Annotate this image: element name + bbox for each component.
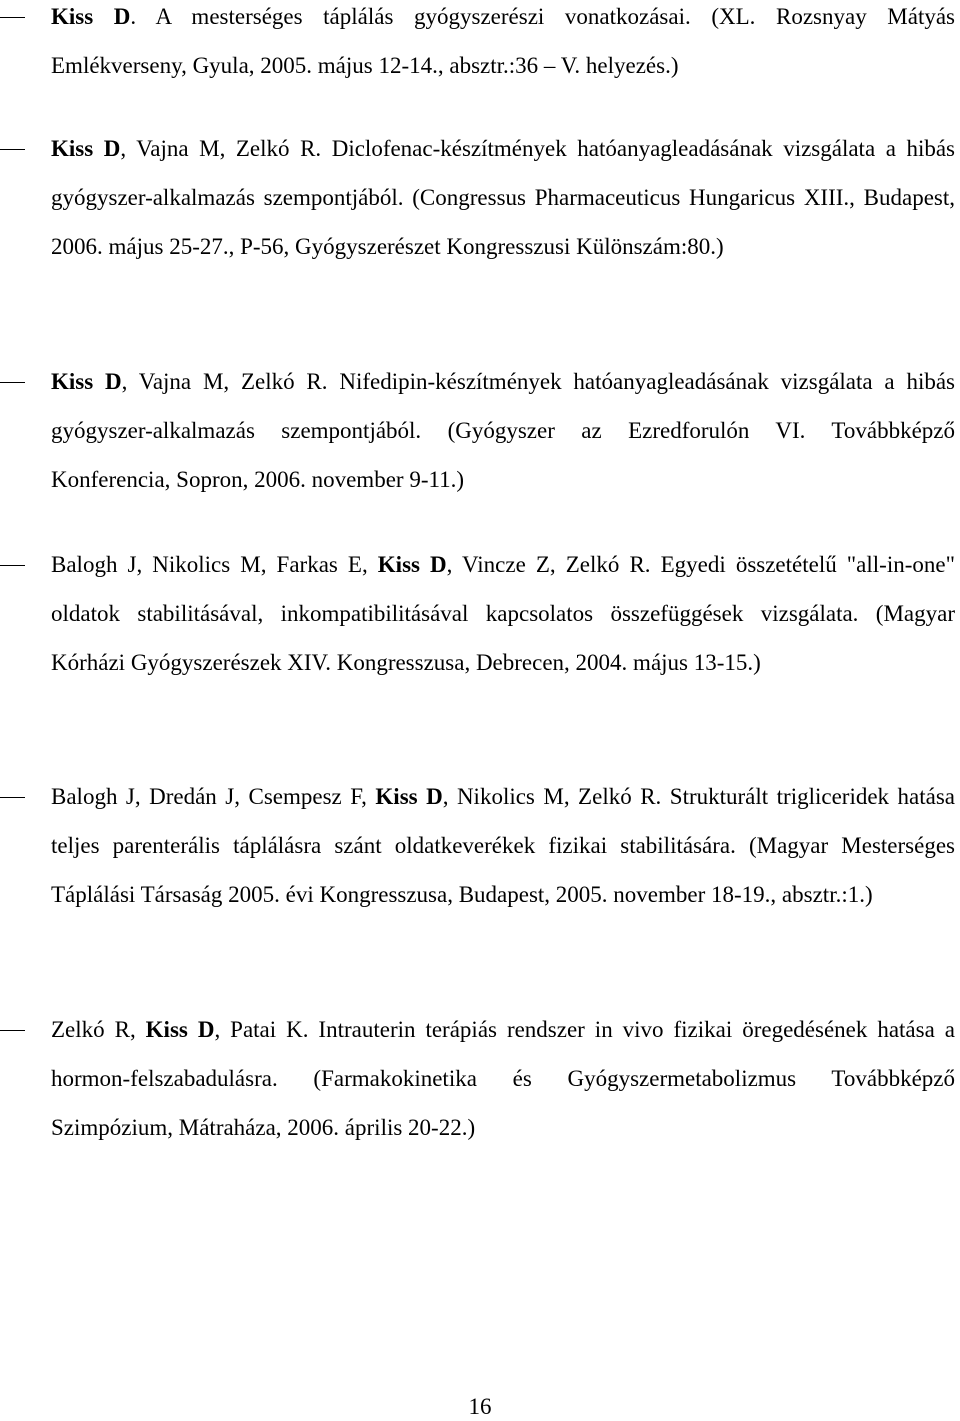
reference-text bbox=[51, 357, 955, 504]
reference-coauthors: , Nikolics M, Zelkó R. bbox=[442, 784, 662, 809]
reference-author: Kiss D bbox=[51, 369, 122, 394]
reference-author: Kiss D bbox=[377, 552, 447, 577]
reference-coauthors: Zelkó R, bbox=[51, 1017, 146, 1042]
list-dash bbox=[0, 17, 25, 18]
reference-coauthors: , Vajna M, Zelkó R. bbox=[120, 136, 322, 161]
reference-coauthors: Balogh J, Dredán J, Csempesz F, bbox=[51, 784, 376, 809]
list-dash bbox=[0, 382, 25, 383]
reference-text bbox=[51, 0, 955, 90]
reference-text bbox=[51, 772, 955, 919]
list-dash bbox=[0, 1030, 25, 1031]
reference-coauthors: , Vajna M, Zelkó R. bbox=[121, 369, 328, 394]
reference-title-source: Diclofenac-készítmények hatóanyagleadásának vizsgálata a hibás gyógyszer-alkalmazás szempontjából. (Congressus Pharmaceuticus Hungaricus XIII., Budapest, 2006. május 25-27., P-56, Gyógyszerészet Kongresszusi Különszám:80.) bbox=[51, 136, 955, 259]
reference-author: Kiss D bbox=[375, 784, 443, 809]
reference-coauthors: , Vincze Z, Zelkó R. bbox=[446, 552, 651, 577]
reference-title-source: . A mesterséges táplálás gyógyszerészi vonatkozásai. (XL. Rozsnyay Mátyás Emlékverseny, Gyula, 2005. május 12-14., absztr.:36 – V. helyezés.) bbox=[51, 4, 956, 78]
list-dash bbox=[0, 797, 25, 798]
reference-coauthors: Balogh J, Nikolics M, Farkas E, bbox=[51, 552, 378, 577]
list-dash bbox=[0, 149, 25, 150]
reference-coauthors: , Patai K. bbox=[214, 1017, 309, 1042]
reference-title-source: Nifedipin-készítmények hatóanyagleadásának vizsgálata a hibás gyógyszer-alkalmazás szempontjából. (Gyógyszer az Ezredforulón VI. Továbbképző Konferencia, Sopron, 2006. november 9-11.) bbox=[51, 369, 955, 492]
reference-text bbox=[51, 540, 955, 687]
reference-author: Kiss D bbox=[145, 1017, 215, 1042]
reference-title-source: Strukturált trigliceridek hatása teljes parenterális táplálásra szánt oldatkeverékek fizikai stabilitására. (Magyar Mesterséges Táplálási Társaság 2005. évi Kongresszusa, Budapest, 2005. november 18-19., absztr.:1.) bbox=[51, 784, 955, 907]
reference-text bbox=[51, 1005, 955, 1152]
page-number: 16 bbox=[468, 1394, 492, 1419]
reference-author: Kiss D bbox=[51, 4, 131, 29]
reference-text bbox=[51, 124, 955, 271]
reference-author: Kiss D bbox=[51, 136, 121, 161]
reference-title-source: Intrauterin terápiás rendszer in vivo fizikai öregedésének hatása a hormon-felszabadulásra. (Farmakokinetika és Gyógyszermetabolizmus Továbbképző Szimpózium, Mátraháza, 2006. április 20-22.) bbox=[51, 1017, 955, 1140]
reference-title-source: Egyedi összetételű "all-in-one" oldatok stabilitásával, inkompatibilitásával kapcsolatos összefüggések vizsgálata. (Magyar Kórházi Gyógyszerészek XIV. Kongresszusa, Debrecen, 2004. május 13-15.) bbox=[51, 552, 955, 675]
list-dash bbox=[0, 565, 25, 566]
